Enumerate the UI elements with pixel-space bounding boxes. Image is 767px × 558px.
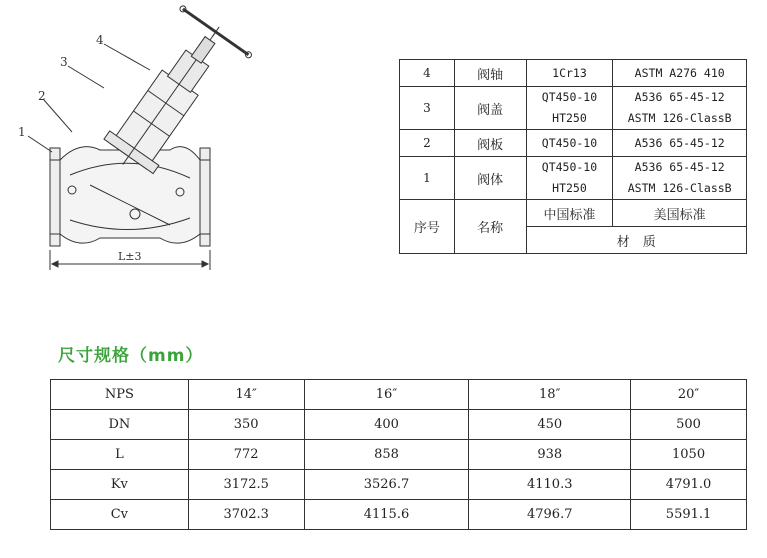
spec-table <box>50 379 747 530</box>
cn-standard-line: QT450-10 <box>541 90 598 104</box>
cell: 400 <box>304 410 469 440</box>
row-label: Kv <box>51 470 189 500</box>
cell: 3172.5 <box>188 470 304 500</box>
materials-table <box>399 59 747 254</box>
cell: 1050 <box>631 440 747 470</box>
cell: 3526.7 <box>304 470 469 500</box>
cell: 350 <box>188 410 304 440</box>
us-standard-line: A536 65-45-12 <box>634 160 725 174</box>
us-standard <box>613 87 747 130</box>
table-row <box>400 60 747 87</box>
row-label: L <box>51 440 189 470</box>
valve-drawing <box>0 0 260 280</box>
cell: 4796.7 <box>469 500 631 530</box>
header-cn-standard: 中国标准 <box>526 200 613 227</box>
cell: 500 <box>631 410 747 440</box>
table-row <box>51 380 747 410</box>
cn-standard: 1Cr13 <box>526 60 613 87</box>
header-name: 名称 <box>454 200 526 254</box>
cn-standard-line: HT250 <box>552 181 587 195</box>
cell: 858 <box>304 440 469 470</box>
table-row <box>400 130 747 157</box>
table-header-row <box>400 200 747 227</box>
callout-1: 1 <box>18 125 26 139</box>
cell: 938 <box>469 440 631 470</box>
row-label: Cv <box>51 500 189 530</box>
callout-3: 3 <box>60 55 68 69</box>
callout-2: 2 <box>38 89 46 103</box>
table-row <box>400 87 747 130</box>
cell: 16″ <box>304 380 469 410</box>
us-standard: ASTM A276 410 <box>613 60 747 87</box>
cell: 450 <box>469 410 631 440</box>
us-standard <box>613 157 747 200</box>
cell: 772 <box>188 440 304 470</box>
table-row <box>400 157 747 200</box>
table-row <box>51 410 747 440</box>
cell: 20″ <box>631 380 747 410</box>
part-name: 阀板 <box>454 130 526 157</box>
row-label: DN <box>51 410 189 440</box>
us-standard: A536 65-45-12 <box>613 130 747 157</box>
part-number: 2 <box>400 130 455 157</box>
cell: 3702.3 <box>188 500 304 530</box>
us-standard-line: ASTM 126-ClassB <box>627 111 732 125</box>
part-name: 阀轴 <box>454 60 526 87</box>
table-row <box>51 500 747 530</box>
us-standard-line: A536 65-45-12 <box>634 90 725 104</box>
callout-4: 4 <box>96 33 104 47</box>
cell: 4115.6 <box>304 500 469 530</box>
cell: 14″ <box>188 380 304 410</box>
cn-standard-line: QT450-10 <box>541 160 598 174</box>
cn-standard <box>526 157 613 200</box>
cell: 4110.3 <box>469 470 631 500</box>
cn-standard: QT450-10 <box>526 130 613 157</box>
part-name: 阀盖 <box>454 87 526 130</box>
part-name: 阀体 <box>454 157 526 200</box>
table-row <box>51 440 747 470</box>
cell: 18″ <box>469 380 631 410</box>
row-label: NPS <box>51 380 189 410</box>
header-no: 序号 <box>400 200 455 254</box>
header-us-standard: 美国标准 <box>613 200 747 227</box>
table-row <box>51 470 747 500</box>
part-number: 1 <box>400 157 455 200</box>
cell: 5591.1 <box>631 500 747 530</box>
cell: 4791.0 <box>631 470 747 500</box>
header-material: 材 质 <box>526 227 746 254</box>
spec-title: 尺寸规格（mm） <box>58 346 204 366</box>
us-standard-line: ASTM 126-ClassB <box>627 181 732 195</box>
cn-standard-line: HT250 <box>552 111 587 125</box>
part-number: 4 <box>400 60 455 87</box>
part-number: 3 <box>400 87 455 130</box>
dimension-label: L±3 <box>118 250 142 263</box>
cn-standard <box>526 87 613 130</box>
